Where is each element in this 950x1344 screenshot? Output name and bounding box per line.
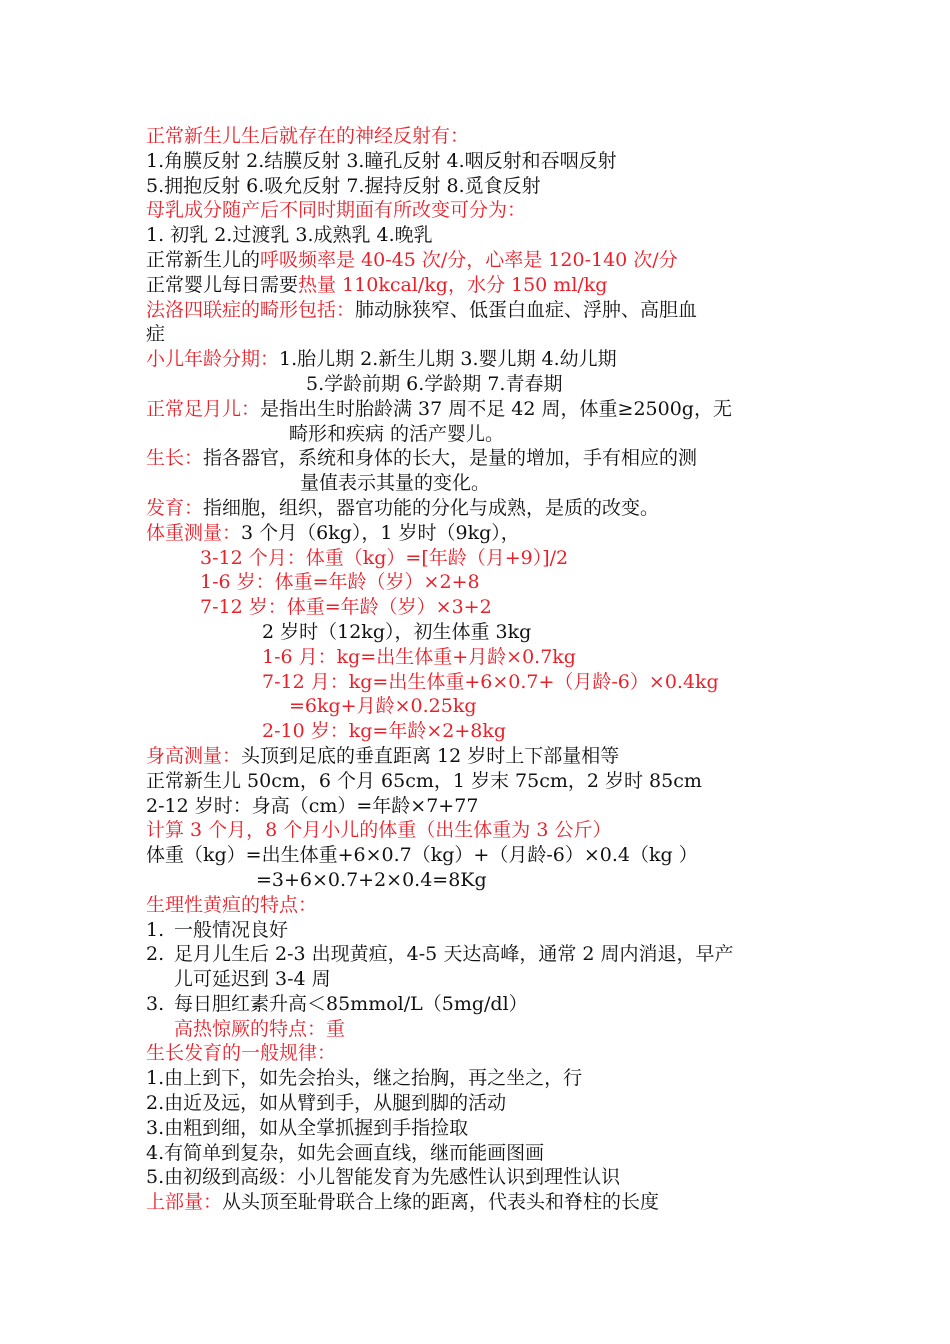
body-text: 体重（kg）=出生体重+6×0.7（kg）+（月龄-6）×0.4（kg ） bbox=[146, 844, 698, 867]
text-line bbox=[146, 248, 816, 273]
text-line bbox=[146, 124, 816, 149]
body-text: 3 个月（6kg），1 岁时（9kg）， bbox=[241, 521, 520, 544]
highlighted-text: 发育： bbox=[146, 496, 204, 519]
text-line bbox=[146, 1066, 816, 1091]
body-text: 5.由初级到高级：小儿智能发育为先感性认识到理性认识 bbox=[146, 1166, 621, 1189]
body-text: 正常新生儿 50cm，6 个月 65cm，1 岁末 75cm，2 岁时 85cm bbox=[146, 769, 702, 792]
text-line bbox=[146, 496, 816, 521]
text-line bbox=[146, 1165, 816, 1190]
highlighted-text: 2-10 岁：kg=年龄×2+8kg bbox=[262, 720, 507, 743]
list-number: 3. bbox=[146, 992, 165, 1015]
highlighted-text: 生长发育的一般规律： bbox=[146, 1042, 337, 1065]
text-line bbox=[146, 149, 816, 174]
text-line bbox=[146, 694, 816, 719]
body-text: 从头顶至耻骨联合上缘的距离，代表头和脊柱的长度 bbox=[222, 1191, 660, 1214]
highlighted-text: 正常新生儿生后就存在的神经反射有： bbox=[146, 125, 470, 147]
body-text: 每日胆红素升高＜85mmol/L（5mg/dl） bbox=[174, 992, 528, 1015]
list-number: 1. bbox=[146, 918, 165, 941]
document-page bbox=[146, 124, 816, 1215]
body-text: =3+6×0.7+2×0.4=8Kg bbox=[256, 868, 487, 891]
body-text: 4.有简单到复杂，如先会画直线，继而能画图画 bbox=[146, 1141, 545, 1164]
body-text: 症 bbox=[146, 323, 166, 346]
text-line bbox=[146, 868, 816, 893]
body-text: 足月儿生后 2-3 出现黄疸，4-5 天达高峰，通常 2 周内消退，早产 bbox=[174, 943, 734, 966]
body-text: 2-12 岁时：身高（cm）=年龄×7+77 bbox=[146, 794, 479, 817]
body-text: 儿可延迟到 3-4 周 bbox=[174, 968, 331, 991]
text-line bbox=[146, 1041, 816, 1066]
highlighted-text: 小儿年龄分期： bbox=[146, 348, 280, 371]
body-text: 5.拥抱反射 6.吸允反射 7.握持反射 8.觅食反射 bbox=[146, 174, 541, 197]
text-line bbox=[146, 446, 816, 471]
text-line bbox=[146, 174, 816, 199]
text-line bbox=[146, 769, 816, 794]
body-text: 2.由近及远，如从臂到手，从腿到脚的活动 bbox=[146, 1092, 507, 1115]
body-text: 1.角膜反射 2.结膜反射 3.瞳孔反射 4.咽反射和吞咽反射 bbox=[146, 149, 617, 172]
text-line bbox=[146, 1017, 816, 1042]
highlighted-text: 1-6 月：kg=出生体重+月龄×0.7kg bbox=[262, 645, 576, 668]
text-line bbox=[146, 1141, 816, 1166]
text-line bbox=[146, 347, 816, 372]
highlighted-text: 呼吸频率是 40-45 次/分，心率是 120-140 次/分 bbox=[260, 248, 678, 271]
highlighted-text: 热量 110kcal/kg，水分 150 ml/kg bbox=[298, 273, 608, 296]
text-line bbox=[146, 818, 816, 843]
body-text: 头顶到足底的垂直距离 12 岁时上下部量相等 bbox=[241, 744, 620, 767]
text-line bbox=[146, 645, 816, 670]
highlighted-text: =6kg+月龄×0.25kg bbox=[289, 695, 477, 718]
text-line bbox=[146, 298, 816, 323]
body-text: 1.由上到下，如先会抬头，继之抬胸，再之坐之，行 bbox=[146, 1067, 583, 1090]
text-line bbox=[146, 744, 816, 769]
highlighted-text: 法洛四联症的畸形包括： bbox=[146, 298, 356, 321]
text-line bbox=[146, 570, 816, 595]
highlighted-text: 计算 3 个月，8 个月小儿的体重（出生体重为 3 公斤） bbox=[146, 819, 612, 842]
text-line bbox=[146, 521, 816, 546]
text-line bbox=[146, 595, 816, 620]
text-line bbox=[146, 1190, 816, 1215]
text-line bbox=[146, 471, 816, 496]
text-line bbox=[146, 918, 816, 943]
list-number: 2. bbox=[146, 943, 165, 966]
highlighted-text: 身高测量： bbox=[146, 744, 242, 767]
text-line bbox=[146, 273, 816, 298]
text-line bbox=[146, 397, 816, 422]
body-text: 指细胞，组织，器官功能的分化与成熟，是质的改变。 bbox=[203, 496, 660, 519]
body-text: 2 岁时（12kg），初生体重 3kg bbox=[262, 620, 532, 643]
text-line bbox=[146, 422, 816, 447]
highlighted-text: 高热惊厥的特点：重 bbox=[174, 1017, 346, 1040]
text-line bbox=[146, 372, 816, 397]
highlighted-text: 母乳成分随产后不同时期面有所改变可分为： bbox=[146, 199, 527, 222]
text-line bbox=[146, 1091, 816, 1116]
text-line bbox=[146, 967, 816, 992]
body-text: 量值表示其量的变化。 bbox=[300, 472, 491, 495]
text-line bbox=[146, 719, 816, 744]
text-line bbox=[146, 992, 816, 1017]
body-text: 5.学龄前期 6.学龄期 7.青春期 bbox=[306, 372, 563, 395]
highlighted-text: 7-12 岁：体重=年龄（岁）×3+2 bbox=[200, 596, 492, 619]
highlighted-text: 体重测量： bbox=[146, 521, 242, 544]
highlighted-text: 生理性黄疸的特点： bbox=[146, 893, 318, 916]
highlighted-text: 上部量： bbox=[146, 1191, 223, 1214]
text-line bbox=[146, 942, 816, 967]
text-line bbox=[146, 843, 816, 868]
body-text: 正常婴儿每日需要 bbox=[146, 273, 299, 296]
body-text: 肺动脉狭窄、低蛋白血症、浮肿、高胆血 bbox=[355, 298, 698, 321]
highlighted-text: 7-12 月：kg=出生体重+6×0.7+（月龄-6）×0.4kg bbox=[262, 670, 719, 693]
body-text: 是指出生时胎龄满 37 周不足 42 周，体重≥2500g，无 bbox=[260, 397, 732, 420]
highlighted-text: 正常足月儿： bbox=[146, 397, 261, 420]
text-line bbox=[146, 223, 816, 248]
text-line bbox=[146, 670, 816, 695]
body-text: 3.由粗到细，如从全掌抓握到手指捡取 bbox=[146, 1116, 469, 1139]
highlighted-text: 生长： bbox=[146, 447, 204, 470]
text-line bbox=[146, 794, 816, 819]
text-line bbox=[146, 322, 816, 347]
body-text: 一般情况良好 bbox=[174, 918, 289, 941]
highlighted-text: 3-12 个月：体重（kg）=[年龄（月+9）]/2 bbox=[200, 546, 569, 569]
body-text: 1. 初乳 2.过渡乳 3.成熟乳 4.晚乳 bbox=[146, 224, 433, 247]
text-line bbox=[146, 620, 816, 645]
text-line bbox=[146, 546, 816, 571]
text-line bbox=[146, 893, 816, 918]
body-text: 畸形和疾病 的活产婴儿。 bbox=[289, 422, 505, 445]
text-line bbox=[146, 198, 816, 223]
body-text: 正常新生儿的 bbox=[146, 248, 261, 271]
text-line bbox=[146, 1116, 816, 1141]
body-text: 1.胎儿期 2.新生儿期 3.婴儿期 4.幼儿期 bbox=[279, 348, 617, 371]
highlighted-text: 1-6 岁：体重=年龄（岁）×2+8 bbox=[200, 571, 480, 594]
body-text: 指各器官，系统和身体的长大，是量的增加，手有相应的测 bbox=[203, 447, 698, 470]
